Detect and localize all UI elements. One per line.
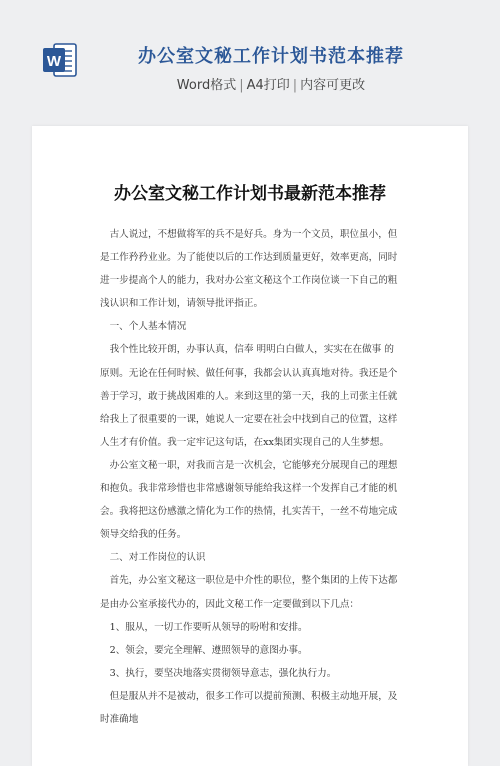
section-heading: 二、对工作岗位的认识 <box>109 552 206 564</box>
paragraph: 古人说过，不想做将军的兵不是好兵。身为一个文员，职位虽小，但是工作矜矜业业。为了能使以后的工作达到质量更好，效率更高，同时进一步提高个人的能力，我对办公室文秘这个工作岗位谈一下自己的粗浅认识和工作计划，请领导批评指正。 <box>100 229 398 310</box>
document-title: 办公室文秘工作计划书最新范本推荐 <box>114 184 386 204</box>
paragraph: 我个性比较开朗，办事认真，信奉 明明白白做人，实实在在做事 的原则。无论在任何时候、做任何事，我都会认认真真地对待。我还是个善于学习，敢于挑战困难的人。来到这里的第一天，我的上司张主任就给我上了很重要的一课，她说人一定要在社会中找到自己的位置，这样人生才有价值。我一定牢记这句话，在xx集团实现自己的人生梦想。 <box>100 344 398 448</box>
print-label: A4打印 <box>246 78 290 93</box>
paragraph: 办公室文秘一职，对我而言是一次机会，它能够充分展现自己的理想和抱负。我非常珍惜也非常感谢领导能给我这样一个发挥自己才能的机会。我将把这份感激之情化为工作的热情，扎实苦干，一丝不苟地完成领导交给我的任务。 <box>100 459 398 541</box>
separator: | <box>239 78 244 93</box>
word-letter: W <box>46 53 62 70</box>
paragraph: 但是服从并不是被动，很多工作可以提前预测、积极主动地开展，及时准确地 <box>100 690 398 725</box>
editable-label: 内容可更改 <box>300 78 366 93</box>
format-label: Word格式 <box>176 78 237 93</box>
document-page <box>32 126 468 766</box>
document-body <box>100 223 402 731</box>
template-subtitle <box>0 74 500 93</box>
list-item: 2、领会，要完全理解、遵照领导的意图办事。 <box>109 644 308 656</box>
separator: | <box>292 78 298 93</box>
template-title: 办公室文秘工作计划书范本推荐 <box>138 46 404 67</box>
paragraph: 首先，办公室文秘这一职位是中介性的职位，整个集团的上传下达都是由办公室承接代办的，因此文秘工作一定要做到以下几点： <box>100 575 398 610</box>
list-item: 3、执行，要坚决地落实贯彻领导意志，强化执行力。 <box>109 667 337 679</box>
page-header <box>0 0 500 110</box>
list-item: 1、服从，一切工作要听从领导的吩咐和安排。 <box>109 621 308 633</box>
section-heading: 一、个人基本情况 <box>109 321 187 333</box>
